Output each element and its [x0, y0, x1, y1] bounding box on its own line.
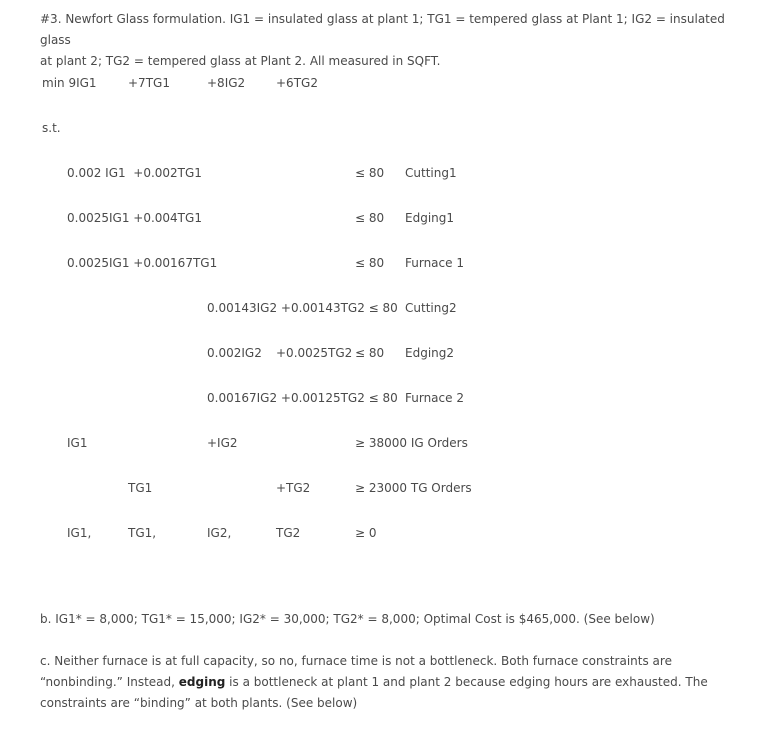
constraint-furnace2-lhs: 0.00167IG2 +0.00125TG2 ≤ 80	[207, 391, 398, 405]
constraint-cutting2-lhs: 0.00143IG2 +0.00143TG2 ≤ 80	[207, 301, 398, 315]
constraint-edging2-lhs-a: 0.002IG2	[207, 346, 262, 360]
header-line-2: at plant 2; TG2 = tempered glass at Plant 2. All measured in SQFT.	[40, 54, 441, 68]
constraint-furnace1-lhs: 0.0025IG1 +0.00167TG1	[67, 256, 218, 270]
constraint-furnace1-rhs: ≤ 80	[355, 256, 385, 270]
constraint-cutting1-lhs: 0.002 IG1 +0.002TG1	[67, 166, 202, 180]
objective-term-4: +6TG2	[276, 76, 318, 90]
constraint-edging2-name: Edging2	[405, 346, 455, 360]
constraint-edging2-rhs: ≤ 80	[355, 346, 385, 360]
nonneg-term-4: TG2	[276, 526, 301, 540]
answer-b: b. IG1* = 8,000; TG1* = 15,000; IG2* = 30,000; TG2* = 8,000; Optimal Cost is $465,000. (See below)	[40, 612, 655, 626]
constraint-tg-orders-term-2: +TG2	[276, 481, 311, 495]
constraint-edging1-lhs: 0.0025IG1 +0.004TG1	[67, 211, 202, 225]
answer-c	[40, 651, 740, 714]
header-line-1: #3. Newfort Glass formulation. IG1 = insulated glass at plant 1; TG1 = tempered glass at Plant 1; IG2 = insulated glass	[40, 12, 725, 47]
problem-header	[40, 9, 740, 72]
constraint-edging2-lhs-b: +0.0025TG2	[276, 346, 353, 360]
constraint-cutting2-name: Cutting2	[405, 301, 457, 315]
constraint-cutting1-name: Cutting1	[405, 166, 457, 180]
objective-term-3: +8IG2	[207, 76, 246, 90]
subject-to-label: s.t.	[42, 121, 61, 135]
constraint-tg-orders-term-1: TG1	[128, 481, 153, 495]
constraint-ig-orders-term-1: IG1	[67, 436, 88, 450]
answer-c-bold: edging	[178, 675, 226, 689]
constraint-cutting1-rhs: ≤ 80	[355, 166, 385, 180]
objective-term-1: min 9IG1	[42, 76, 97, 90]
objective-term-2: +7TG1	[128, 76, 170, 90]
constraint-ig-orders-rhs: ≥ 38000 IG Orders	[355, 436, 468, 450]
nonneg-rhs: ≥ 0	[355, 526, 377, 540]
constraint-tg-orders-rhs: ≥ 23000 TG Orders	[355, 481, 472, 495]
constraint-furnace1-name: Furnace 1	[405, 256, 464, 270]
constraint-edging1-rhs: ≤ 80	[355, 211, 385, 225]
answer-c-part-1: c. Neither furnace is at full capacity, so no, furnace time is not a bottleneck. Both furnace constraints are “nonbinding.” Instead,	[40, 654, 672, 689]
nonneg-term-3: IG2,	[207, 526, 232, 540]
constraint-ig-orders-term-2: +IG2	[207, 436, 238, 450]
constraint-edging1-name: Edging1	[405, 211, 455, 225]
nonneg-term-2: TG1,	[128, 526, 157, 540]
nonneg-term-1: IG1,	[67, 526, 92, 540]
constraint-furnace2-name: Furnace 2	[405, 391, 464, 405]
answer-c-part-2: is a bottleneck at plant 1 and plant 2 because edging hours are exhausted. The constraints are “binding” at both plants. (See below)	[40, 675, 708, 710]
